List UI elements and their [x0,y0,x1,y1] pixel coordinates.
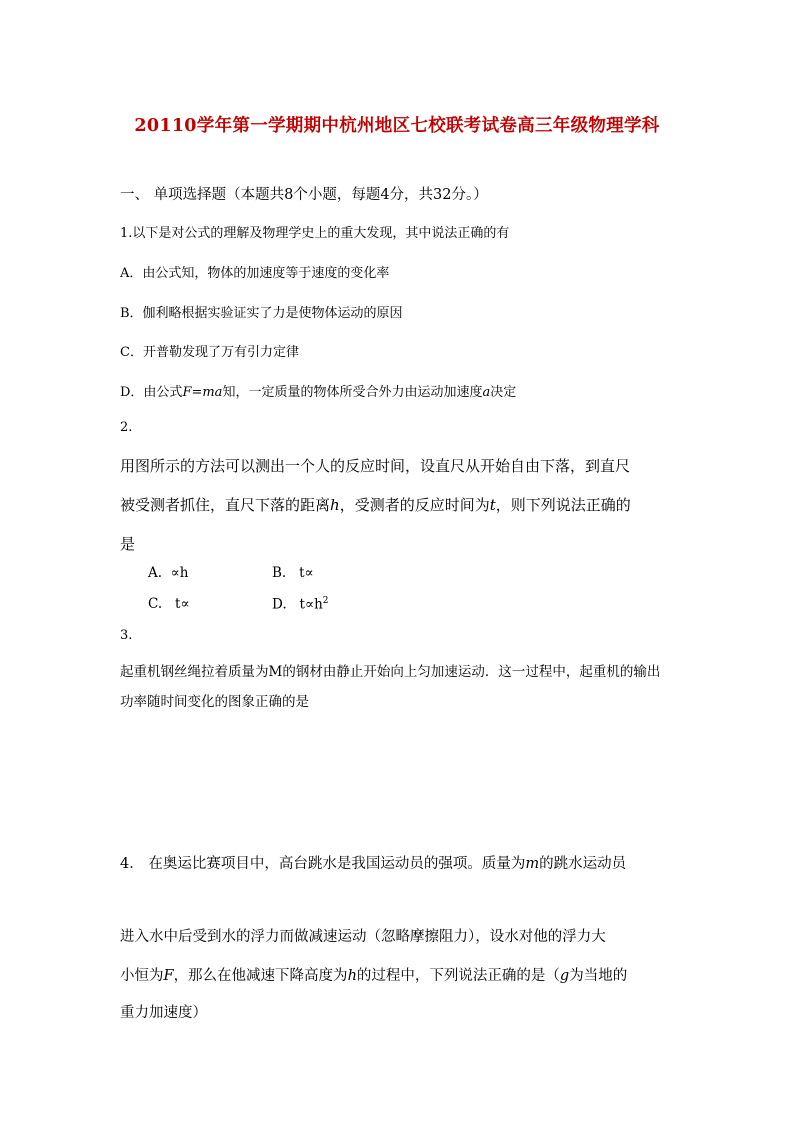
question-4-line-1: 4． 在奥运比赛项目中，高台跳水是我国运动员的强项。质量为m的跳水运动员 [120,856,627,872]
question-3-line-1: 起重机钢丝绳拉着质量为M的钢材由静止开始向上匀加速运动．这一过程中，起重机的输出 [120,664,661,680]
question-3-number: 3. [120,628,133,643]
question-1-stem: 1.以下是对公式的理解及物理学史上的重大发现，其中说法正确的有 [120,226,510,241]
question-4-line-2: 进入水中后受到水的浮力而做减速运动（忽略摩擦阻力），设水对他的浮力大 [120,929,606,945]
question-2-line-1: 用图所示的方法可以测出一个人的反应时间，设直尺从开始自由下落，到直尺 [120,457,631,475]
question-2-option-d: D. $t\propto h^2$ [272,596,329,613]
question-2-line-3: 是 [120,535,136,553]
page-title: 20110学年第一学期期中杭州地区七校联考试卷高三年级物理学科 [134,116,660,136]
question-2-option-c: C. t∝ [148,596,190,612]
question-4-line-3: 小恒为F，那么在他减速下降高度为h的过程中，下列说法正确的是（g为当地的 [120,968,628,984]
question-3-line-2: 功率随时间变化的图象正确的是 [120,694,309,710]
question-1-option-a: A．由公式知，物体的加速度等于速度的变化率 [120,266,390,281]
question-2-option-a: A. ∝h [148,565,189,581]
formula-f-ma: F=ma [182,385,223,400]
question-2-line-2: 被受测者抓住，直尺下落的距离h，受测者的反应时间为t，则下列说法正确的 [120,496,631,514]
question-2-option-b: B. t∝ [272,565,314,581]
question-1-option-b: B．伽利略根据实验证实了力是使物体运动的原因 [120,306,403,321]
question-1-option-d: D．由公式F=ma知，一定质量的物体所受合外力由运动加速度a决定 [120,385,517,400]
question-1-option-c: C．开普勒发现了万有引力定律 [120,345,299,360]
question-2-number: 2. [120,420,133,435]
section-heading: 一、 单项选择题（本题共8个小题，每题4分，共32分。） [120,187,488,203]
question-4-line-4: 重力加速度） [120,1005,207,1021]
